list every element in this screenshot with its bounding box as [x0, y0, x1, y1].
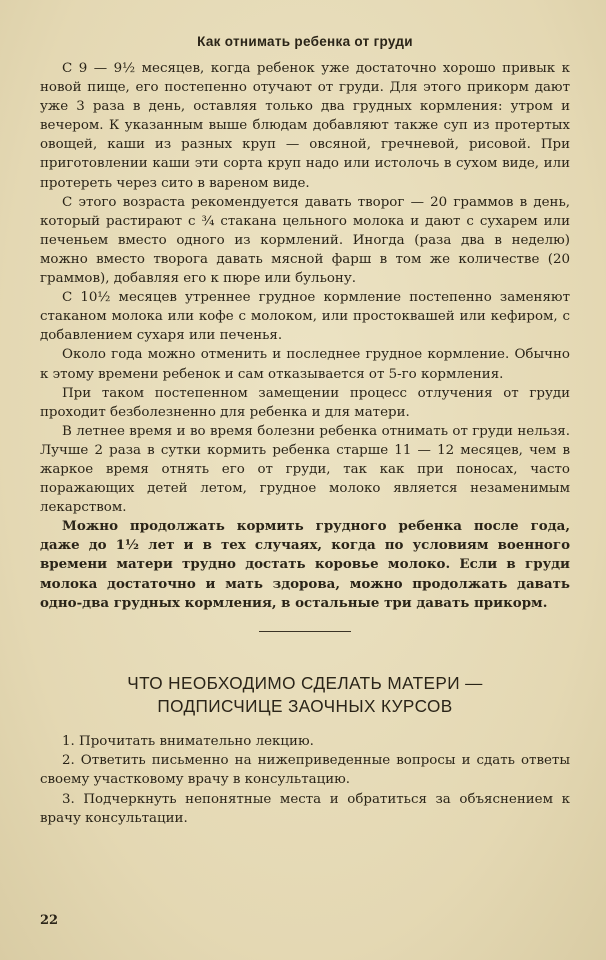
page-number: 22 [40, 913, 59, 928]
section-title-line-1: ЧТО НЕОБХОДИМО СДЕЛАТЬ МАТЕРИ — [127, 672, 483, 693]
task-item-2: 2. Ответить письменно на нижеприведенные вопросы и сдать ответы своему участковому врачу в консультацию. [40, 753, 570, 788]
running-head: Как отнимать ребенка от груди [197, 34, 413, 49]
section-divider [259, 631, 351, 632]
task-item-1: 1. Прочитать внимательно лекцию. [62, 733, 314, 749]
paragraph-cottage-cheese: С этого возраста рекомендуется давать творог — 20 граммов в день, который растирают с ¾ стакана цельного молока и дают с сухарем или печеньем вместо одного из кормлений. Иногда (раза два в неделю) можно вместо творога давать мясной фарш в том же количестве (20 граммов), добавляя его к пюре или бульону. [40, 194, 570, 287]
paragraph-summer: В летнее время и во время болезни ребенка отнимать от груди нельзя. Лучше 2 раза в сутки кормить ребенка старше 11 — 12 месяцев, чем в жаркое время отнять его от груди, так как при поносах, часто поражающих детей летом, грудное молоко является незаменимым лекарством. [40, 423, 570, 516]
paragraph-painless: При таком постепенном замещении процесс отлучения от груди проходит безболезненно для ребенка и для матери. [40, 385, 570, 420]
paragraph-weaning-schedule: С 9 — 9½ месяцев, когда ребенок уже достаточно хорошо привык к новой пище, его постепенно отучают от груди. Для этого прикорм дают уже 3 раза в день, оставляя только два грудных кормления: утром и вечером. К указанным выше блюдам добавляют также суп из протертых овощей, каши из разных круп — овсяной, гречневой, рисовой. При приготовлении каши эти сорта круп надо или истолочь в сухом виде, или протереть через сито в вареном виде. [40, 61, 570, 191]
task-item-3: 3. Подчеркнуть непонятные места и обратиться за объяснением к врачу консультации. [40, 791, 570, 826]
paragraph-morning-feeding: С 10½ месяцев утреннее грудное кормление постепенно заменяют стаканом молока или кофе с молоком, или простоквашей или кефиром, с добавлением сухаря или печенья. [40, 290, 570, 344]
section-title [40, 672, 570, 718]
paragraph-continue-feeding: Можно продолжать кормить грудного ребенка после года, даже до 1½ лет и в тех случаях, когда по условиям военного времени матери трудно достать коровье молоко. Если в груди молока достаточно и мать здорова, можно продолжать давать одно-два грудных кормления, в остальные три давать прикорм. [40, 518, 570, 611]
section-title-line-2: ПОДПИСЧИЦЕ ЗАОЧНЫХ КУРСОВ [157, 695, 453, 716]
paragraph-one-year: Около года можно отменить и последнее грудное кормление. Обычно к этому времени ребенок и сам отказывается от 5-го кормления. [40, 347, 570, 382]
